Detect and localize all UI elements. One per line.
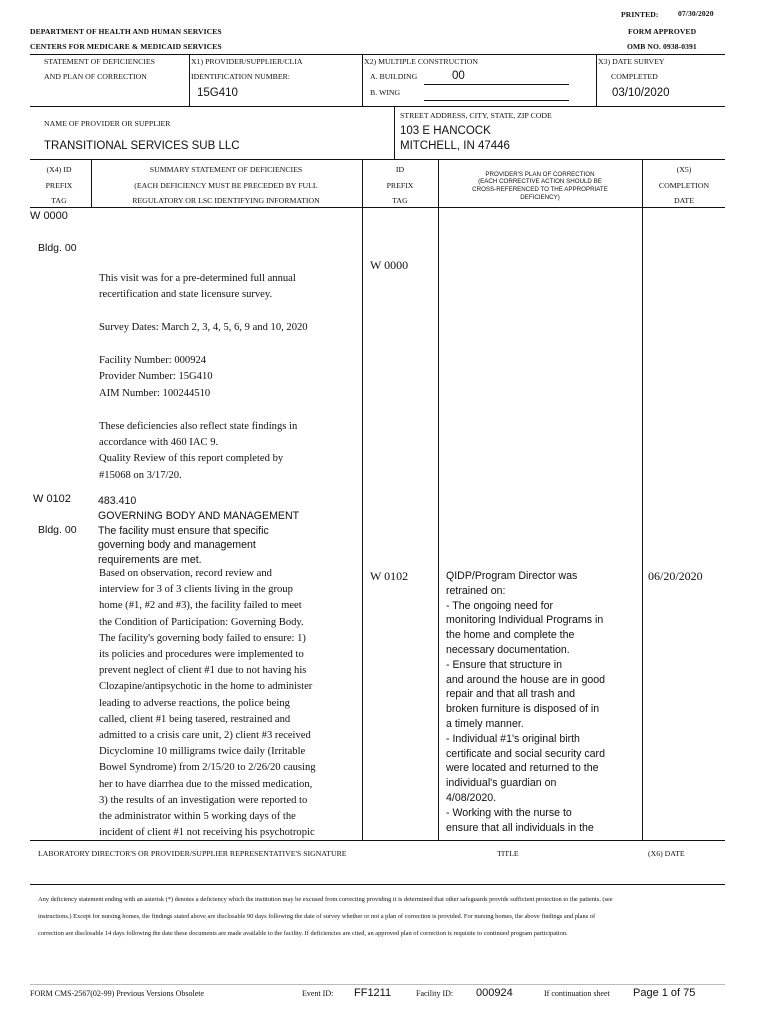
statement-label-1: STATEMENT OF DEFICIENCIES <box>44 57 155 66</box>
wing-underline <box>424 100 569 101</box>
summary-label-3: REGULATORY OR LSC IDENTIFYING INFORMATION <box>132 196 320 205</box>
w0102-plan: QIDP/Program Director was retrained on: - The ongoing need for monitoring Individual Programs in the home and complete the necessary documentation. - Ensure that structure in and around the house are in good repair and that all trash and broken furniture is disposed of in a timely manner. - Individual #1's original birth certificate and social security card were located and returned to the individual's guardian on 4/08/2020. - Working with the nurse to ensure that all individuals in the <box>446 570 606 834</box>
signature-bottom-rule <box>30 884 725 885</box>
x6-date-label: (X6) DATE <box>648 849 685 858</box>
event-id-value: FF1211 <box>354 987 392 999</box>
w0102-bldg: Bldg. 00 <box>38 524 77 536</box>
printed-label: PRINTED: <box>621 10 659 19</box>
w0102-heading: 483.410 GOVERNING BODY AND MANAGEMENT The facility must ensure that specific governing body and management requirements are met. <box>98 495 300 567</box>
continuation-label: If continuation sheet <box>544 989 610 998</box>
survey-date-value: 03/10/2020 <box>612 87 670 99</box>
col-rule-summary <box>362 208 363 840</box>
address-label: STREET ADDRESS, CITY, STATE, ZIP CODE <box>400 111 552 120</box>
col-rule-summary-top <box>362 159 363 208</box>
address-line-2: MITCHELL, IN 47446 <box>400 140 510 152</box>
page-number: Page 1 of 75 <box>633 987 696 999</box>
lab-director-signature-label: LABORATORY DIRECTOR'S OR PROVIDER/SUPPLIER REPRESENTATIVE'S SIGNATURE <box>38 849 347 858</box>
w0000-tag: W 0000 <box>30 210 68 222</box>
summary-label-1: SUMMARY STATEMENT OF DEFICIENCIES <box>149 165 303 174</box>
summary-label-2: (EACH DEFICIENCY MUST BE PRECEDED BY FULL <box>134 181 318 190</box>
footnote: Any deficiency statement ending with an asterisk (*) denotes a deficiency which the institution may be excused from correcting providing it is determined that other safeguards provide sufficient protection to the patients. (see instructions.) Except for nursing homes, the findings stated above are disclosable 90 days following the date of survey whether or not a plan of correction is provided. For nursing homes, the above findings and plans of correction are disclosable 14 days following the date these documents are made available to the facility. If deficiencies are cited, an approved plan of correction is requisite to continued program participation. <box>38 896 613 937</box>
facility-id-value: 000924 <box>476 987 513 999</box>
id-label-1: ID <box>395 165 405 174</box>
building-value: 00 <box>452 70 465 82</box>
w0000-statement: This visit was for a pre-determined full annual recertification and state licensure survey. Survey Dates: March 2, 3, 4, 5, 6, 9 and 10, 2020 Facility Number: 000924 Provider Number: 15G410 AIM Number: 100244510 These deficiencies also reflect state findings in accordance with 460 IAC 9. Quality Review of this report completed by #15068 on 3/17/20. <box>99 273 308 481</box>
building-underline <box>424 84 569 85</box>
w0102-tag: W 0102 <box>33 493 71 505</box>
x4-label-2: PREFIX <box>45 181 73 190</box>
provider-name-label: NAME OF PROVIDER OR SUPPLIER <box>44 119 171 128</box>
centers-name: CENTERS FOR MEDICARE & MEDICAID SERVICES <box>30 42 222 51</box>
header-divider-1 <box>189 54 190 106</box>
footer-rule <box>30 984 725 985</box>
w0000-id-tag: W 0000 <box>370 258 409 272</box>
id-label-2: PREFIX <box>386 181 414 190</box>
printed-date: 07/30/2020 <box>678 9 714 18</box>
header-divider-4 <box>394 106 395 159</box>
x4-label-3: TAG <box>51 196 67 205</box>
omb-number: OMB NO. 0938-0391 <box>627 42 697 51</box>
id-label-3: TAG <box>392 196 408 205</box>
x5-label-3: DATE <box>674 196 694 205</box>
header-mid-rule <box>30 106 725 107</box>
x4-label-1: (X4) ID <box>46 165 72 174</box>
w0102-statement: Based on observation, record review and interview for 3 of 3 clients living in the group home (#1, #2 and #3), the facility failed to meet the Condition of Participation: Governing Body. The facility's governing body failed to ensure: 1) its policies and procedures were implemented to prevent neglect of client #1 due to not having his Clozapine/antipsychotic in the home to administer leading to adverse reactions, the police being called, client #1 being tasered, restrained and admitted to a crisis care unit, 2) client #3 received Dicyclomine 10 milligrams twice daily (Irritable Bowel Syndrome) from 2/15/20 to 2/26/20 causing her to have diarrhea due to the missed medication, 3) the results of an investigation were reported to the administrator within 5 working days of the incident of client #1 not receiving his psychotropic <box>99 568 316 839</box>
facility-id-label: Facility ID: <box>416 989 454 998</box>
building-label: A. BUILDING <box>370 72 418 81</box>
header-top-rule <box>30 54 725 55</box>
col-rule-plan <box>642 208 643 840</box>
wing-label: B. WING <box>370 88 401 97</box>
provider-id-value: 15G410 <box>197 87 238 99</box>
statement-label-2: AND PLAN OF CORRECTION <box>44 72 147 81</box>
form-number: FORM CMS-2567(02-99) Previous Versions Obsolete <box>30 989 205 998</box>
title-label: TITLE <box>497 849 519 858</box>
event-id-label: Event ID: <box>302 989 334 998</box>
x5-label-2: COMPLETION <box>658 181 710 190</box>
address-line-1: 103 E HANCOCK <box>400 125 491 137</box>
x1-label-2: IDENTIFICATION NUMBER: <box>191 72 290 81</box>
col-rule-x4 <box>91 159 92 208</box>
col-rule-plan-top <box>642 159 643 208</box>
x3-label-2: COMPLETED <box>611 72 658 81</box>
plan-label-1: PROVIDER'S PLAN OF CORRECTION <box>485 171 595 178</box>
form-approved: FORM APPROVED <box>628 27 697 36</box>
x1-label-1: X1) PROVIDER/SUPPLIER/CLIA <box>191 57 303 66</box>
header-divider-2 <box>362 54 363 106</box>
plan-label-2: (EACH CORRECTIVE ACTION SHOULD BE <box>478 178 602 185</box>
w0000-bldg: Bldg. 00 <box>38 242 77 254</box>
column-header-rule <box>30 207 725 208</box>
header-bottom-rule <box>30 159 725 160</box>
col-rule-id-top <box>438 159 439 208</box>
dept-name: DEPARTMENT OF HEALTH AND HUMAN SERVICES <box>30 27 222 36</box>
x3-label-1: X3) DATE SURVEY <box>598 57 665 66</box>
plan-label-3: CROSS-REFERENCED TO THE APPROPRIATE <box>472 186 608 193</box>
provider-name-value: TRANSITIONAL SERVICES SUB LLC <box>44 140 240 152</box>
w0102-id-tag: W 0102 <box>370 569 409 583</box>
w0102-completion-date: 06/20/2020 <box>648 569 703 583</box>
header-divider-3 <box>596 54 597 106</box>
col-rule-id <box>438 208 439 840</box>
x5-label-1: (X5) <box>676 165 692 174</box>
plan-label-4: DEFICIENCY) <box>520 194 560 201</box>
x2-label: X2) MULTIPLE CONSTRUCTION <box>364 57 479 66</box>
